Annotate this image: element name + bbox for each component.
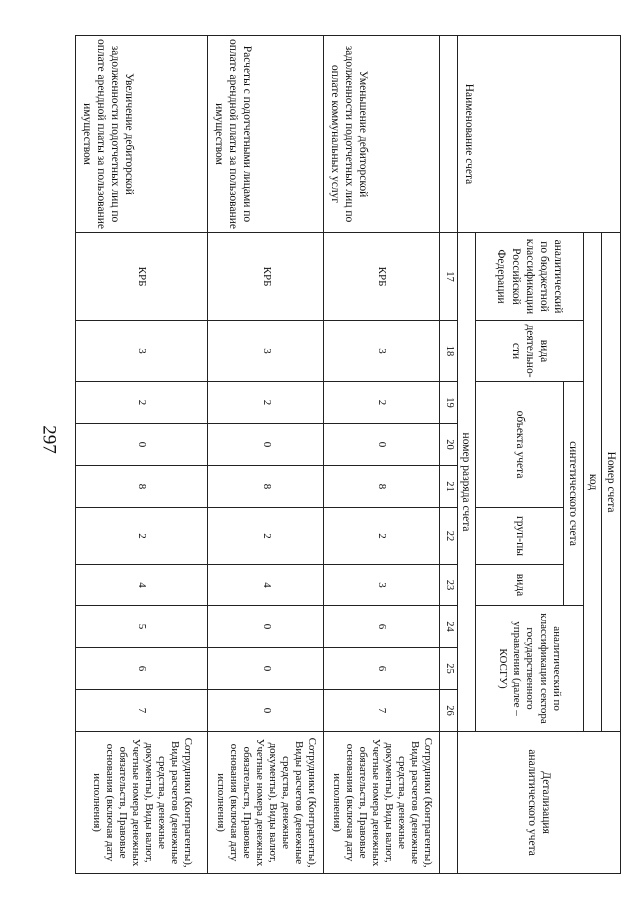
row-c25: 0 xyxy=(208,648,324,690)
row-c21: 8 xyxy=(208,466,324,508)
row-c24: 0 xyxy=(208,606,324,648)
digit-blank-cell xyxy=(440,732,458,874)
header-kind: вида xyxy=(476,565,564,606)
accounts-table xyxy=(75,35,621,874)
digit-18: 18 xyxy=(440,321,458,382)
row-c22: 2 xyxy=(208,508,324,565)
row-c22: 2 xyxy=(76,508,208,565)
header-budget-analytic: аналитический по бюджетной классификации Российской Федерации xyxy=(476,233,584,321)
row-c26: 7 xyxy=(76,690,208,732)
header-account-object: объекта учета xyxy=(476,382,564,508)
row-detail: Сотрудники (Контрагенты), Виды расчетов (денежные средства, денежные документы), Виды валют, Учетные номера денежных обязательств, Правовые основания (включая дату исполнения) xyxy=(76,732,208,874)
row-account-name: Увеличение дебиторской задолженности подотчетных лиц по оплате арендной платы за пользование имуществом xyxy=(76,36,208,233)
row-c26: 7 xyxy=(324,690,440,732)
page-number: 297 xyxy=(38,425,60,454)
row-c24: 6 xyxy=(324,606,440,648)
header-digit-number: номер разряда счета xyxy=(457,233,476,732)
row-c21: 8 xyxy=(76,466,208,508)
row-c21: 8 xyxy=(324,466,440,508)
row-c17: КРБ xyxy=(76,233,208,321)
table-row xyxy=(76,36,208,874)
header-kosgu: аналитический по классификации сектора государственного управления (далее – КОСГУ) xyxy=(476,606,584,732)
header-group: груп-пы xyxy=(476,508,564,565)
row-c25: 6 xyxy=(76,648,208,690)
row-c26: 0 xyxy=(208,690,324,732)
header-code: код xyxy=(583,233,602,732)
row-c18: 3 xyxy=(208,321,324,382)
digit-blank-cell xyxy=(440,36,458,233)
row-c17: КРБ xyxy=(324,233,440,321)
row-c23: 4 xyxy=(208,565,324,606)
digit-23: 23 xyxy=(440,565,458,606)
row-c20: 0 xyxy=(76,424,208,466)
row-c19: 2 xyxy=(208,382,324,424)
row-c25: 6 xyxy=(324,648,440,690)
header-detail: Детализация аналитического учета xyxy=(457,732,620,874)
row-c22: 2 xyxy=(324,508,440,565)
row-detail: Сотрудники (Контрагенты), Виды расчетов (денежные средства, денежные документы), Виды валют, Учетные номера денежных обязательств, Правовые основания (включая дату исполнения) xyxy=(208,732,324,874)
digit-22: 22 xyxy=(440,508,458,565)
digit-26: 26 xyxy=(440,690,458,732)
digit-19: 19 xyxy=(440,382,458,424)
digit-25: 25 xyxy=(440,648,458,690)
row-c19: 2 xyxy=(76,382,208,424)
row-c18: 3 xyxy=(324,321,440,382)
row-c19: 2 xyxy=(324,382,440,424)
row-c23: 3 xyxy=(324,565,440,606)
row-c20: 0 xyxy=(324,424,440,466)
digit-21: 21 xyxy=(440,466,458,508)
table-row xyxy=(324,36,440,874)
header-activity-type: вида деятельно-сти xyxy=(476,321,584,382)
row-c24: 5 xyxy=(76,606,208,648)
table-row xyxy=(208,36,324,874)
row-c20: 0 xyxy=(208,424,324,466)
digit-24: 24 xyxy=(440,606,458,648)
header-synthetic: синтетического счета xyxy=(564,382,584,606)
row-c23: 4 xyxy=(76,565,208,606)
header-account-number: Номер счета xyxy=(602,233,621,732)
rotated-table-container xyxy=(75,35,621,873)
row-account-name: Расчеты с подотчетными лицами по оплате арендной платы за пользование имуществом xyxy=(208,36,324,233)
row-c17: КРБ xyxy=(208,233,324,321)
digit-17: 17 xyxy=(440,233,458,321)
row-c18: 3 xyxy=(76,321,208,382)
row-detail: Сотрудники (Контрагенты), Виды расчетов (денежные средства, денежные документы), Виды валют, Учетные номера денежных обязательств, Правовые основания (включая дату исполнения) xyxy=(324,732,440,874)
row-account-name: Уменьшение дебиторской задолженности подотчетных лиц по оплате коммунальных услуг xyxy=(324,36,440,233)
header-account-name: Наименование счета xyxy=(457,36,620,233)
digit-20: 20 xyxy=(440,424,458,466)
